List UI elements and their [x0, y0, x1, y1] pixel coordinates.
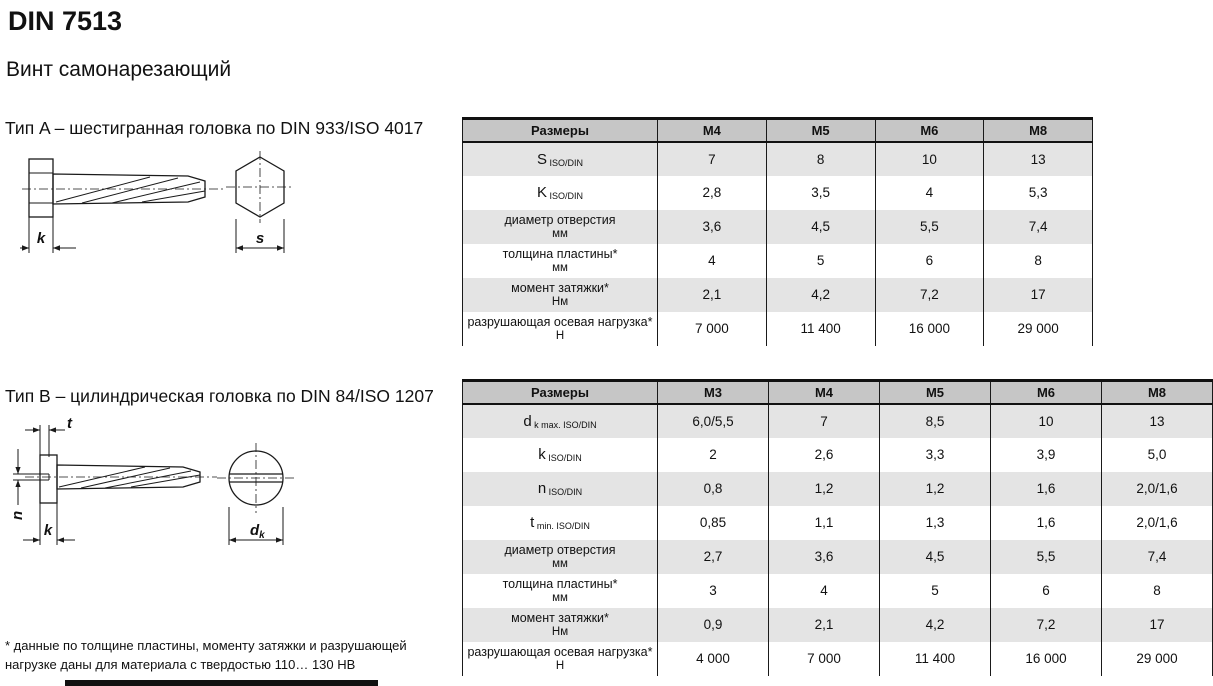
- value-cell: 4: [875, 176, 984, 210]
- value-cell: 2,8: [658, 176, 767, 210]
- value-cell: 4,5: [880, 540, 991, 574]
- value-cell: 10: [991, 404, 1102, 438]
- value-cell: 0,9: [658, 608, 769, 642]
- value-cell: 1,6: [991, 472, 1102, 506]
- dimension-s: [236, 219, 284, 253]
- value-cell: 5: [766, 244, 875, 278]
- footnote-line-2: нагрузке даны для материала с твердостью 110… 130 НВ: [5, 657, 356, 672]
- size-column-header: M5: [766, 119, 875, 142]
- row-label: [463, 210, 658, 244]
- section-b-heading: Тип B – цилиндрическая головка по DIN 84/ISO 1207: [5, 386, 434, 406]
- dim-label-n: n: [9, 510, 26, 520]
- value-cell: 2,6: [769, 438, 880, 472]
- table-header-row: [463, 381, 1213, 404]
- row-label: [463, 438, 658, 472]
- table-row: [463, 574, 1213, 608]
- value-cell: 16 000: [875, 312, 984, 346]
- row-unit: Н: [555, 329, 565, 342]
- table-row: [463, 608, 1213, 642]
- value-cell: 4 000: [658, 642, 769, 676]
- page-title: DIN 7513: [8, 6, 123, 36]
- value-cell: 1,1: [769, 506, 880, 540]
- type-b-drawing: [5, 417, 305, 567]
- table-row: [463, 404, 1213, 438]
- value-cell: 2,7: [658, 540, 769, 574]
- value-cell: 17: [984, 278, 1093, 312]
- hex-head-end-view: [226, 151, 294, 223]
- row-unit: мм: [552, 227, 568, 240]
- row-label-header: Размеры: [463, 381, 658, 404]
- dim-label-k: k: [36, 230, 46, 247]
- value-cell: 7 000: [658, 312, 767, 346]
- value-cell: 6: [991, 574, 1102, 608]
- footnote-line-1: * данные по толщине пластины, моменту затяжки и разрушающей: [5, 638, 407, 653]
- row-symbol-subscript: ISO/DIN: [547, 157, 584, 168]
- value-cell: 5,3: [984, 176, 1093, 210]
- dimension-k: [20, 217, 76, 253]
- section-a-heading: Тип A – шестигранная головка по DIN 933/ISO 4017: [5, 118, 424, 138]
- row-symbol-subscript: min. ISO/DIN: [534, 521, 590, 531]
- row-label-text: диаметр отверстия: [504, 212, 616, 227]
- table-row: [463, 642, 1213, 676]
- row-label: [463, 540, 658, 574]
- size-column-header: M8: [1102, 381, 1213, 404]
- dim-label-dk: $d_k$: [250, 522, 265, 541]
- row-symbol: d: [523, 412, 532, 430]
- value-cell: 7,2: [875, 278, 984, 312]
- slotted-head-end-view: [217, 443, 295, 513]
- value-cell: 16 000: [991, 642, 1102, 676]
- value-cell: 11 400: [880, 642, 991, 676]
- row-unit: Н: [555, 659, 565, 672]
- dim-label-k-b: k: [43, 522, 53, 539]
- dimension-n: [9, 449, 40, 520]
- value-cell: 3,5: [766, 176, 875, 210]
- row-unit: мм: [552, 261, 568, 274]
- row-symbol: K: [536, 184, 547, 201]
- value-cell: 3,3: [880, 438, 991, 472]
- value-cell: 17: [1102, 608, 1213, 642]
- dimension-k-b: [23, 503, 75, 545]
- row-label: [463, 312, 658, 346]
- dimension-t: [25, 415, 73, 457]
- value-cell: 6: [875, 244, 984, 278]
- value-cell: 4: [769, 574, 880, 608]
- row-label: [463, 472, 658, 506]
- row-label: [463, 608, 658, 642]
- row-label-header: Размеры: [463, 119, 658, 142]
- value-cell: 7: [769, 404, 880, 438]
- row-label: [463, 404, 658, 438]
- size-column-header: M5: [880, 381, 991, 404]
- value-cell: 5,5: [875, 210, 984, 244]
- value-cell: 2,0/1,6: [1102, 472, 1213, 506]
- row-label-text: диаметр отверстия: [504, 542, 616, 557]
- size-column-header: M6: [875, 119, 984, 142]
- value-cell: 29 000: [1102, 642, 1213, 676]
- value-cell: 3,6: [769, 540, 880, 574]
- table-row: [463, 176, 1093, 210]
- value-cell: 7: [658, 142, 767, 176]
- value-cell: 5,5: [991, 540, 1102, 574]
- row-label: [463, 642, 658, 676]
- row-symbol: k: [538, 446, 546, 463]
- value-cell: 7,4: [984, 210, 1093, 244]
- value-cell: 7,4: [1102, 540, 1213, 574]
- table-row: [463, 540, 1213, 574]
- row-label-text: толщина пластины*: [502, 246, 618, 261]
- size-column-header: M4: [658, 119, 767, 142]
- table-header-row: [463, 119, 1093, 142]
- value-cell: 0,8: [658, 472, 769, 506]
- row-unit: мм: [552, 591, 568, 604]
- value-cell: 0,85: [658, 506, 769, 540]
- row-symbol: S: [536, 150, 547, 168]
- value-cell: 5,0: [1102, 438, 1213, 472]
- cylindrical-screw-side-view: [25, 455, 217, 503]
- dim-label-s: s: [255, 230, 265, 247]
- value-cell: 6,0/5,5: [658, 404, 769, 438]
- size-column-header: M4: [769, 381, 880, 404]
- value-cell: 1,2: [880, 472, 991, 506]
- value-cell: 2: [658, 438, 769, 472]
- dim-label-t: t: [67, 415, 72, 432]
- value-cell: 10: [875, 142, 984, 176]
- row-label: [463, 506, 658, 540]
- table-row: [463, 210, 1093, 244]
- type-a-drawing: [20, 150, 310, 265]
- value-cell: 7,2: [991, 608, 1102, 642]
- size-column-header: M3: [658, 381, 769, 404]
- row-label: [463, 278, 658, 312]
- row-symbol-subscript: ISO/DIN: [546, 487, 583, 497]
- table-row: [463, 142, 1093, 176]
- value-cell: 5: [880, 574, 991, 608]
- row-label-text: момент затяжки*: [511, 610, 609, 625]
- row-label: [463, 176, 658, 210]
- table-row: [463, 278, 1093, 312]
- bottom-edge-bar: [65, 680, 378, 686]
- table-row: [463, 472, 1213, 506]
- value-cell: 2,0/1,6: [1102, 506, 1213, 540]
- value-cell: 2,1: [658, 278, 767, 312]
- table-row: [463, 312, 1093, 346]
- table-row: [463, 438, 1213, 472]
- row-label-text: толщина пластины*: [502, 576, 618, 591]
- value-cell: 1,6: [991, 506, 1102, 540]
- value-cell: 1,3: [880, 506, 991, 540]
- value-cell: 3,9: [991, 438, 1102, 472]
- value-cell: 4,2: [880, 608, 991, 642]
- value-cell: 2,1: [769, 608, 880, 642]
- value-cell: 4: [658, 244, 767, 278]
- row-label: [463, 142, 658, 176]
- value-cell: 13: [1102, 404, 1213, 438]
- row-label-text: разрушающая осевая нагрузка*: [467, 314, 653, 329]
- hex-screw-side-view: [22, 159, 225, 217]
- value-cell: 29 000: [984, 312, 1093, 346]
- row-symbol-subscript: ISO/DIN: [547, 191, 584, 201]
- value-cell: 7 000: [769, 642, 880, 676]
- value-cell: 8: [984, 244, 1093, 278]
- row-label: [463, 244, 658, 278]
- table-row: [463, 244, 1093, 278]
- value-cell: 8: [766, 142, 875, 176]
- value-cell: 4,2: [766, 278, 875, 312]
- value-cell: 1,2: [769, 472, 880, 506]
- value-cell: 3: [658, 574, 769, 608]
- row-symbol: n: [537, 480, 547, 497]
- table-row: [463, 506, 1213, 540]
- value-cell: 11 400: [766, 312, 875, 346]
- footnote: [5, 636, 407, 674]
- row-label-text: момент затяжки*: [511, 280, 609, 295]
- row-label-text: разрушающая осевая нагрузка*: [467, 644, 653, 659]
- row-symbol-subscript: k max. ISO/DIN: [531, 419, 597, 430]
- row-unit: Нм: [551, 625, 569, 638]
- row-label: [463, 574, 658, 608]
- row-symbol: t: [530, 514, 535, 531]
- value-cell: 3,6: [658, 210, 767, 244]
- row-unit: мм: [552, 557, 568, 570]
- value-cell: 4,5: [766, 210, 875, 244]
- page-subtitle: Винт самонарезающий: [6, 58, 232, 81]
- type-b-table: [462, 379, 1213, 676]
- value-cell: 8: [1102, 574, 1213, 608]
- row-unit: Нм: [551, 295, 569, 308]
- size-column-header: M8: [984, 119, 1093, 142]
- row-symbol-subscript: ISO/DIN: [545, 453, 582, 463]
- value-cell: 13: [984, 142, 1093, 176]
- size-column-header: M6: [991, 381, 1102, 404]
- type-a-table: [462, 117, 1093, 346]
- value-cell: 8,5: [880, 404, 991, 438]
